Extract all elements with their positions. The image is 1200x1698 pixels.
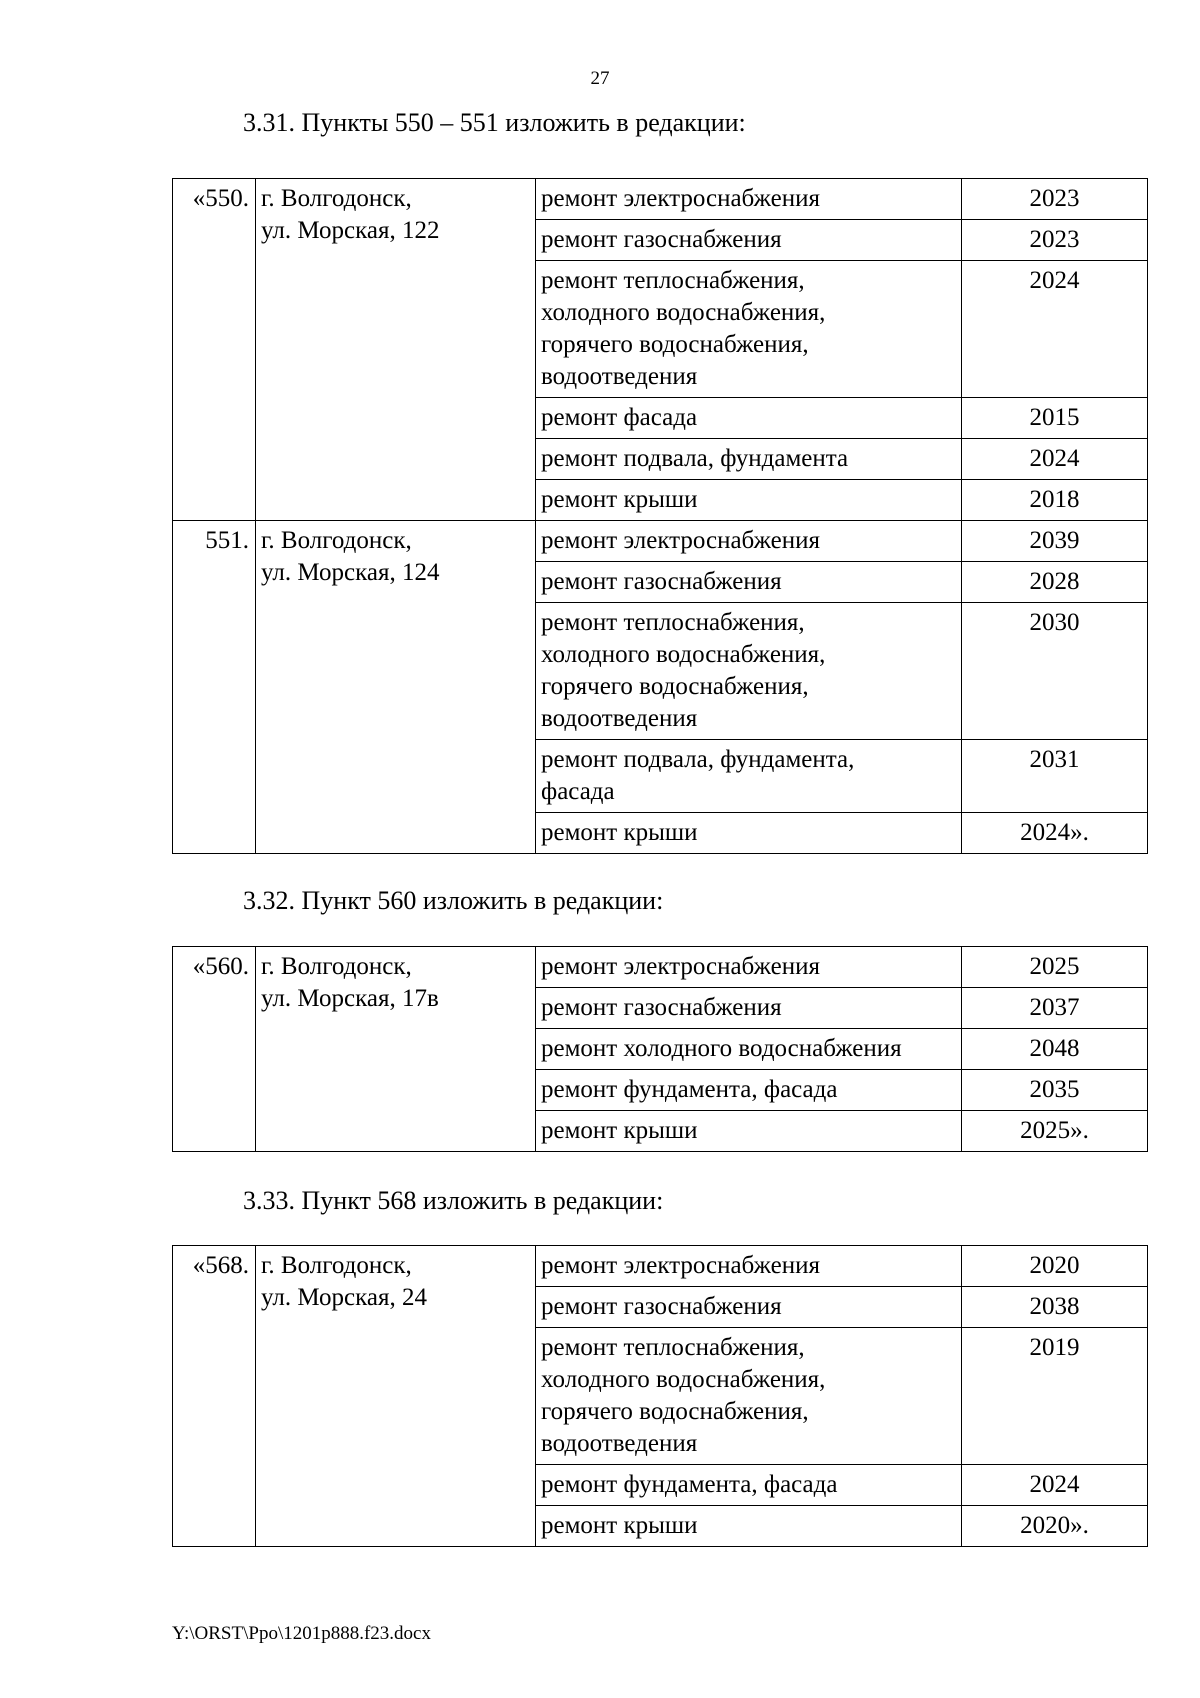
page-number: 27 [590, 68, 610, 89]
year-cell: 2028 [962, 562, 1148, 603]
year-cell: 2024». [962, 813, 1148, 854]
year-cell: 2024 [962, 439, 1148, 480]
address-cell [256, 947, 536, 1152]
file-path-footer: Y:\ORST\Ppo\1201p888.f23.docx [172, 1623, 431, 1644]
work-type-line: ремонт электроснабжения [541, 185, 820, 212]
address-line: г. Волгодонск, [261, 527, 412, 554]
year-cell: 2030 [962, 603, 1148, 740]
amendment-table-560 [172, 946, 1148, 1152]
amendment-table-550-551 [172, 178, 1148, 854]
work-type-line: ремонт холодного водоснабжения [541, 1035, 902, 1062]
year-cell: 2038 [962, 1287, 1148, 1328]
work-type-cell [536, 398, 962, 439]
work-type-cell [536, 1506, 962, 1547]
year-cell: 2019 [962, 1328, 1148, 1465]
item-number: «568. [173, 1246, 256, 1547]
work-type-cell [536, 603, 962, 740]
work-type-cell [536, 947, 962, 988]
year-cell: 2031 [962, 740, 1148, 813]
address-line: ул. Морская, 24 [261, 1284, 427, 1311]
work-type-line: холодного водоснабжения, [541, 299, 826, 326]
section-heading-3-31: 3.31. Пункты 550 – 551 изложить в редакции: [243, 108, 746, 137]
work-type-cell [536, 1070, 962, 1111]
item-number: «560. [173, 947, 256, 1152]
work-type-cell [536, 1328, 962, 1465]
work-type-cell [536, 261, 962, 398]
work-type-line: ремонт фасада [541, 404, 698, 431]
work-type-line: ремонт крыши [541, 1117, 698, 1144]
section-heading-3-33: 3.33. Пункт 568 изложить в редакции: [243, 1186, 664, 1215]
work-type-cell [536, 1246, 962, 1287]
year-cell: 2048 [962, 1029, 1148, 1070]
work-type-line: холодного водоснабжения, [541, 641, 826, 668]
work-type-cell [536, 740, 962, 813]
year-cell: 2015 [962, 398, 1148, 439]
work-type-cell [536, 480, 962, 521]
work-type-line: ремонт подвала, фундамента [541, 445, 849, 472]
work-type-line: ремонт газоснабжения [541, 568, 782, 595]
work-type-cell [536, 179, 962, 220]
work-type-line: водоотведения [541, 1430, 698, 1457]
work-type-line: холодного водоснабжения, [541, 1366, 826, 1393]
year-cell: 2039 [962, 521, 1148, 562]
work-type-line: ремонт подвала, фундамента, [541, 746, 855, 773]
work-type-line: водоотведения [541, 363, 698, 390]
work-type-line: горячего водоснабжения, [541, 331, 809, 358]
year-cell: 2020». [962, 1506, 1148, 1547]
work-type-line: ремонт электроснабжения [541, 527, 820, 554]
table-row [173, 179, 1148, 220]
year-cell: 2023 [962, 220, 1148, 261]
work-type-line: горячего водоснабжения, [541, 673, 809, 700]
year-cell: 2024 [962, 1465, 1148, 1506]
work-type-line: ремонт газоснабжения [541, 994, 782, 1021]
work-type-cell [536, 521, 962, 562]
work-type-line: ремонт теплоснабжения, [541, 1334, 805, 1361]
year-cell: 2023 [962, 179, 1148, 220]
work-type-line: ремонт фундамента, фасада [541, 1076, 838, 1103]
work-type-line: ремонт крыши [541, 486, 698, 513]
year-cell: 2025 [962, 947, 1148, 988]
year-cell: 2018 [962, 480, 1148, 521]
work-type-cell [536, 220, 962, 261]
address-cell [256, 1246, 536, 1547]
address-line: ул. Морская, 122 [261, 217, 440, 244]
work-type-line: ремонт крыши [541, 819, 698, 846]
year-cell: 2037 [962, 988, 1148, 1029]
address-line: г. Волгодонск, [261, 1252, 412, 1279]
item-number: «550. [173, 179, 256, 521]
address-cell [256, 521, 536, 854]
work-type-line: ремонт фундамента, фасада [541, 1471, 838, 1498]
address-cell [256, 179, 536, 521]
work-type-cell [536, 1029, 962, 1070]
work-type-cell [536, 813, 962, 854]
work-type-line: ремонт теплоснабжения, [541, 267, 805, 294]
table-row [173, 947, 1148, 988]
work-type-line: горячего водоснабжения, [541, 1398, 809, 1425]
work-type-line: фасада [541, 778, 615, 805]
year-cell: 2020 [962, 1246, 1148, 1287]
amendment-table-568 [172, 1245, 1148, 1547]
table-row [173, 521, 1148, 562]
work-type-cell [536, 988, 962, 1029]
address-line: ул. Морская, 17в [261, 985, 439, 1012]
work-type-line: ремонт теплоснабжения, [541, 609, 805, 636]
work-type-cell [536, 1465, 962, 1506]
address-line: г. Волгодонск, [261, 953, 412, 980]
work-type-line: ремонт электроснабжения [541, 1252, 820, 1279]
work-type-line: ремонт газоснабжения [541, 1293, 782, 1320]
year-cell: 2035 [962, 1070, 1148, 1111]
item-number: 551. [173, 521, 256, 854]
work-type-cell [536, 439, 962, 480]
work-type-cell [536, 562, 962, 603]
work-type-line: ремонт газоснабжения [541, 226, 782, 253]
work-type-line: ремонт крыши [541, 1512, 698, 1539]
year-cell: 2025». [962, 1111, 1148, 1152]
table-row [173, 1246, 1148, 1287]
work-type-cell [536, 1287, 962, 1328]
work-type-line: водоотведения [541, 705, 698, 732]
work-type-cell [536, 1111, 962, 1152]
section-heading-3-32: 3.32. Пункт 560 изложить в редакции: [243, 886, 664, 915]
year-cell: 2024 [962, 261, 1148, 398]
address-line: г. Волгодонск, [261, 185, 412, 212]
address-line: ул. Морская, 124 [261, 559, 440, 586]
work-type-line: ремонт электроснабжения [541, 953, 820, 980]
